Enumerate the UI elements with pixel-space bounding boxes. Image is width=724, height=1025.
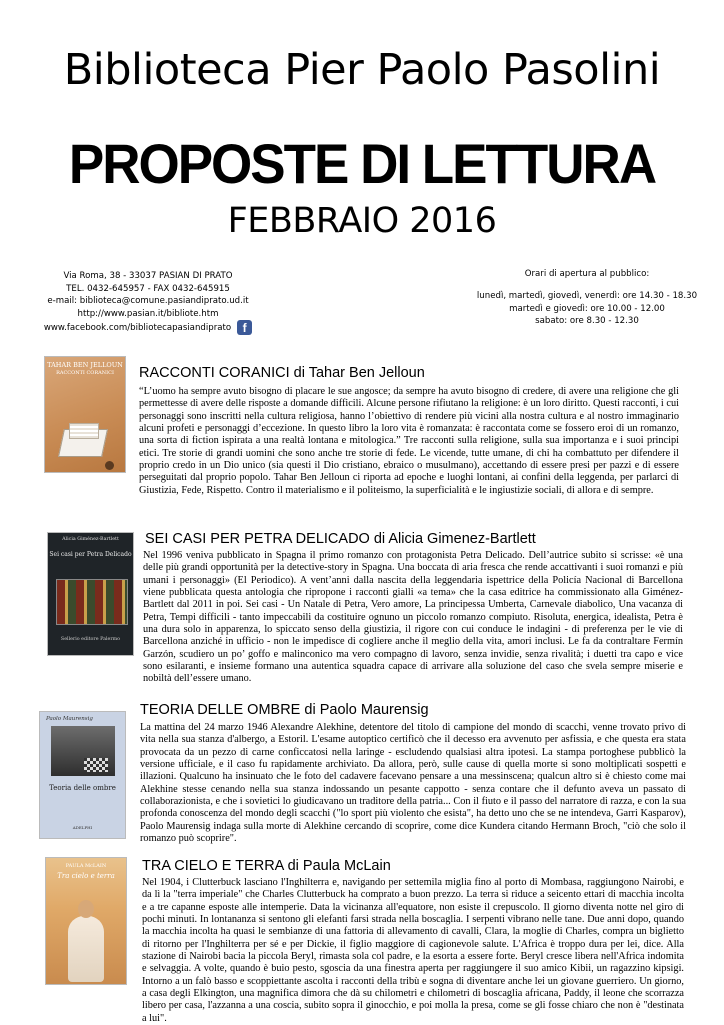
month-heading: FEBBRAIO 2016 xyxy=(227,201,497,241)
website-link[interactable]: http://www.pasian.it/bibliote.htm xyxy=(77,308,219,319)
hours-line-2: martedì e giovedì: ore 10.00 - 12.00 xyxy=(509,303,665,314)
book-cover-racconti-coranici xyxy=(44,356,126,473)
book-title-text: SEI CASI PER PETRA DELICADO xyxy=(145,531,370,547)
book-title-2 xyxy=(145,530,536,548)
book-title-text: TEORIA DELLE OMBRE xyxy=(140,702,301,718)
cover-title: Teoria delle ombre xyxy=(49,784,116,792)
hours-line-3: sabato: ore 8.30 - 12.30 xyxy=(535,316,639,327)
page-heading: PROPOSTE DI LETTURA xyxy=(68,133,656,196)
email[interactable]: e-mail: biblioteca@comune.pasiandiprato.ud.it xyxy=(47,296,249,307)
book-description-1: “L’uomo ha sempre avuto bisogno di placare le sue angosce; da sempre ha avuto bisogno di credere, di avere una religione che gli permettesse di avere delle risposte a domande difficili. Alcune persone rifiutano la religione: è un loro diritto. Questi racconti, i cui personaggi sono inscritti nella cultura religiosa, hanno l’obiettivo di rendere più vicini alla nostra cultura e al nostro immaginario alcuni profeti e personaggi d’eccezione. In questo libro la loro vita è romanzata: è raccontata come se fossero eroi di un romanzo, una sorta di fiction ispirata a una realtà lontana e mitologica.” Tre racconti sulla religione, sulla sua importanza e i suoi principi etici. Tre storie di grandi uomini che sono anche tre storie di fede. Le vicende, tutte umane, di chi ha combattuto per difendere il proprio credo in un Dio unico (sia questi il Dio cristiano, ebraico o musulmano), accettando di essere presi per pazzi e di essere perseguitati dal proprio popolo. Tahar Ben Jelloun ci riporta ad epoche e luoghi lontani, ai confini della leggenda, per parlarci di Giustizia, Fede, Rispetto. Contro il materialismo e il politeismo, la superficialità e le ingiustizie sociali, di allora e di sempre. xyxy=(139,386,679,496)
hours-title: Orari di apertura al pubblico: xyxy=(524,269,650,279)
cover-author: Alicia Giménez-Bartlett xyxy=(62,537,119,542)
cover-author: Paolo Maurensig xyxy=(46,716,93,722)
book-author: di Paula McLain xyxy=(283,858,391,874)
book-author: di Tahar Ben Jelloun xyxy=(289,365,425,381)
opening-hours xyxy=(470,268,704,328)
cover-author: PAULA McLAIN xyxy=(65,863,107,869)
cover-figure-head xyxy=(78,900,94,918)
cover-publisher: Sellerio editore Palermo xyxy=(60,637,121,642)
book-cover-teoria-delle-ombre xyxy=(39,711,126,839)
cover-title: RACCONTI CORANICI xyxy=(56,370,114,376)
book-title-text: TRA CIELO E TERRA xyxy=(142,858,284,874)
cover-publisher: ADELPHI xyxy=(72,825,93,830)
cover-title: Tra cielo e terra xyxy=(57,872,115,880)
book-title-1 xyxy=(139,364,425,382)
contact-block xyxy=(30,270,266,335)
hours-line-1: lunedì, martedì, giovedì, venerdì: ore 14.30 - 18.30 xyxy=(476,291,698,302)
book-author: di Alicia Gimenez-Bartlett xyxy=(369,531,536,547)
cover-figure xyxy=(68,916,104,982)
cover-publisher-logo xyxy=(105,461,114,470)
book-description-3: La mattina del 24 marzo 1946 Alexandre Alekhine, detentore del titolo di campione del mondo di scacchi, venne trovato privo di vita nella sua stanza d'albergo, a Estoril. L'esame autoptico certificò che il decesso era avvenuto per asfissia, e che questa era stata provocata da un pezzo di carne conficcatosi nella laringe - escludendo qualsiasi altra ipotesi. La stampa portoghese pubblicò la versione ufficiale, e il caso fu rapidamente archiviato. Da allora, però, sulle cause di quella morte si sono moltiplicati sospetti e illazioni. Qualcuno ha insinuato che le foto del cadavere facevano pensare a una messinscena; qualcun altro si è chiesto come mai Alekhine stesse cenando nella sua stanza indossando un pesante cappotto - senza contare che il defunto aveva un passato di collaborazionista, e che i sovietici lo giudicavano un traditore della patria... Con il fiuto e il passo del narratore di razza, e con la sua profonda conoscenza del mondo degli scacchi ("lo sport più violento che esista", ha detto uno che se ne intendeva, Garri Kasparov), Paolo Maurensig indaga sulla morte di Alekhine cercando di scoprire, come dice Kundera citando Hermann Broch, "ciò che solo il romanzo può scoprire". xyxy=(140,722,686,845)
facebook-icon[interactable]: f xyxy=(237,320,252,335)
address: Via Roma, 38 - 33037 PASIAN DI PRATO xyxy=(63,271,233,281)
book-cover-sei-casi xyxy=(47,532,134,656)
book-title-text: RACCONTI CORANICI xyxy=(139,365,290,381)
book-title-3 xyxy=(140,701,429,719)
book-title-4 xyxy=(142,857,391,875)
cover-title: Sei casi per Petra Delicado xyxy=(49,551,132,558)
facebook-link[interactable]: www.facebook.com/bibliotecapasiandiprato xyxy=(43,323,232,334)
cover-book-lines xyxy=(69,423,99,439)
book-author: di Paolo Maurensig xyxy=(300,702,429,718)
cover-illustration xyxy=(56,579,128,625)
phone-fax: TEL. 0432-645957 - FAX 0432-645915 xyxy=(66,283,230,294)
book-description-4: Nel 1904, i Clutterbuck lasciano l'Inghilterra e, navigando per settemila miglia fino al porto di Mombasa, raggiungono Nairobi, e da lì la "terra imperiale" che Charles Clutterbuck ha comprato a buon prezzo. La terra si riduce a seicento ettari di macchia incolta e a tre capanne esposte alle intemperie. Data la vicinanza all'equatore, non esiste il crepuscolo. Il giorno diventa notte nel giro di pochi minuti. In lontananza si sentono gli elefanti farsi strada nella boscaglia. I serpenti vibrano nelle tane. Due anni dopo, quando la macchia incolta ha quasi le sembianze di una fattoria di allevamento di cavalli, Clara, la moglie di Charles, compra un biglietto di ritorno per l'Inghilterra per sé e per Dickie, il figlio maggiore di cagionevole salute. L'Africa è troppo dura per lei, dice. Alla stazione di Nairobi bacia la piccola Beryl, rimasta sola col padre, e la esorta a essere forte. Beryl cresce libera nell'Africa indomita e selvaggia. A volte, quando è buio pesto, sgoscia da una finestra aperta per raggiungere il suo amico Kibii, un ragazzino kipsigi. Intorno a un falò basso e scoppiettante ascolta i racconti della tribù e sogna di diventare anche lei un giovane guerriero. Un giorno, a casa degli Elkington, una magnifica dimora che dà su chilometri e chilometri di boscaglia africana, Paddy, il leone che scorrazza libero per casa, l'azzanna a una coscia, subito sopra il ginocchio, e poi molla la presa, come se gli fosse chiaro che non è "destinata a lui". xyxy=(142,877,684,1024)
facebook-row xyxy=(30,320,266,335)
book-description-2: Nel 1996 veniva pubblicato in Spagna il primo romanzo con protagonista Petra Delicado. Dell’autrice subito si scrisse: «è una delle più grandi opportunità per la detective-story in Spagna. Una boccata di aria fresca che rende accattivanti i suoi romanzi e più umani i personaggi» (El Periodico). A vent’anni dalla nascita della leggendaria ispettrice della Policía Nacional di Barcellona viene pubblicata questa antologia che ripropone i racconti gialli «a tema» che la casa editrice ha commissionato alla Giménez-Bartlett dal 2011 in poi. Sei casi - Un Natale di Petra, Vero amore, La principessa Umberta, Carnevale diabolico, Una vacanza di Petra, Tempi difficili - tanto impeccabili da costituire ognuno un piccolo romanzo compiuto. Risoluta, energica, idealista, Petra è una dura solo in apparenza, lo spiccato senso della giustizia, il rigore con cui conduce le indagini - di preferenza per le vie di Barcellona anziché in ufficio - non le impedisce di cogliere anche il meglio della vita, amori inclusi. Le fa da contraltare Fermín Garzón, scudiero un po’ goffo e malinconico ma vero compagno di lavoro, senza invidie, senza rivalità; i duetti tra capo e vice sono esilaranti, e insieme formano una autentica squadra capace di arrivare alla soluzione del caso che svela sempre miserie e nobiltà dell’essere umano. xyxy=(143,550,683,685)
cover-chessboard xyxy=(84,758,108,772)
book-cover-tra-cielo-e-terra xyxy=(45,857,127,985)
library-name: Biblioteca Pier Paolo Pasolini xyxy=(63,45,661,95)
cover-author: TAHAR BEN JELLOUN xyxy=(47,361,123,369)
